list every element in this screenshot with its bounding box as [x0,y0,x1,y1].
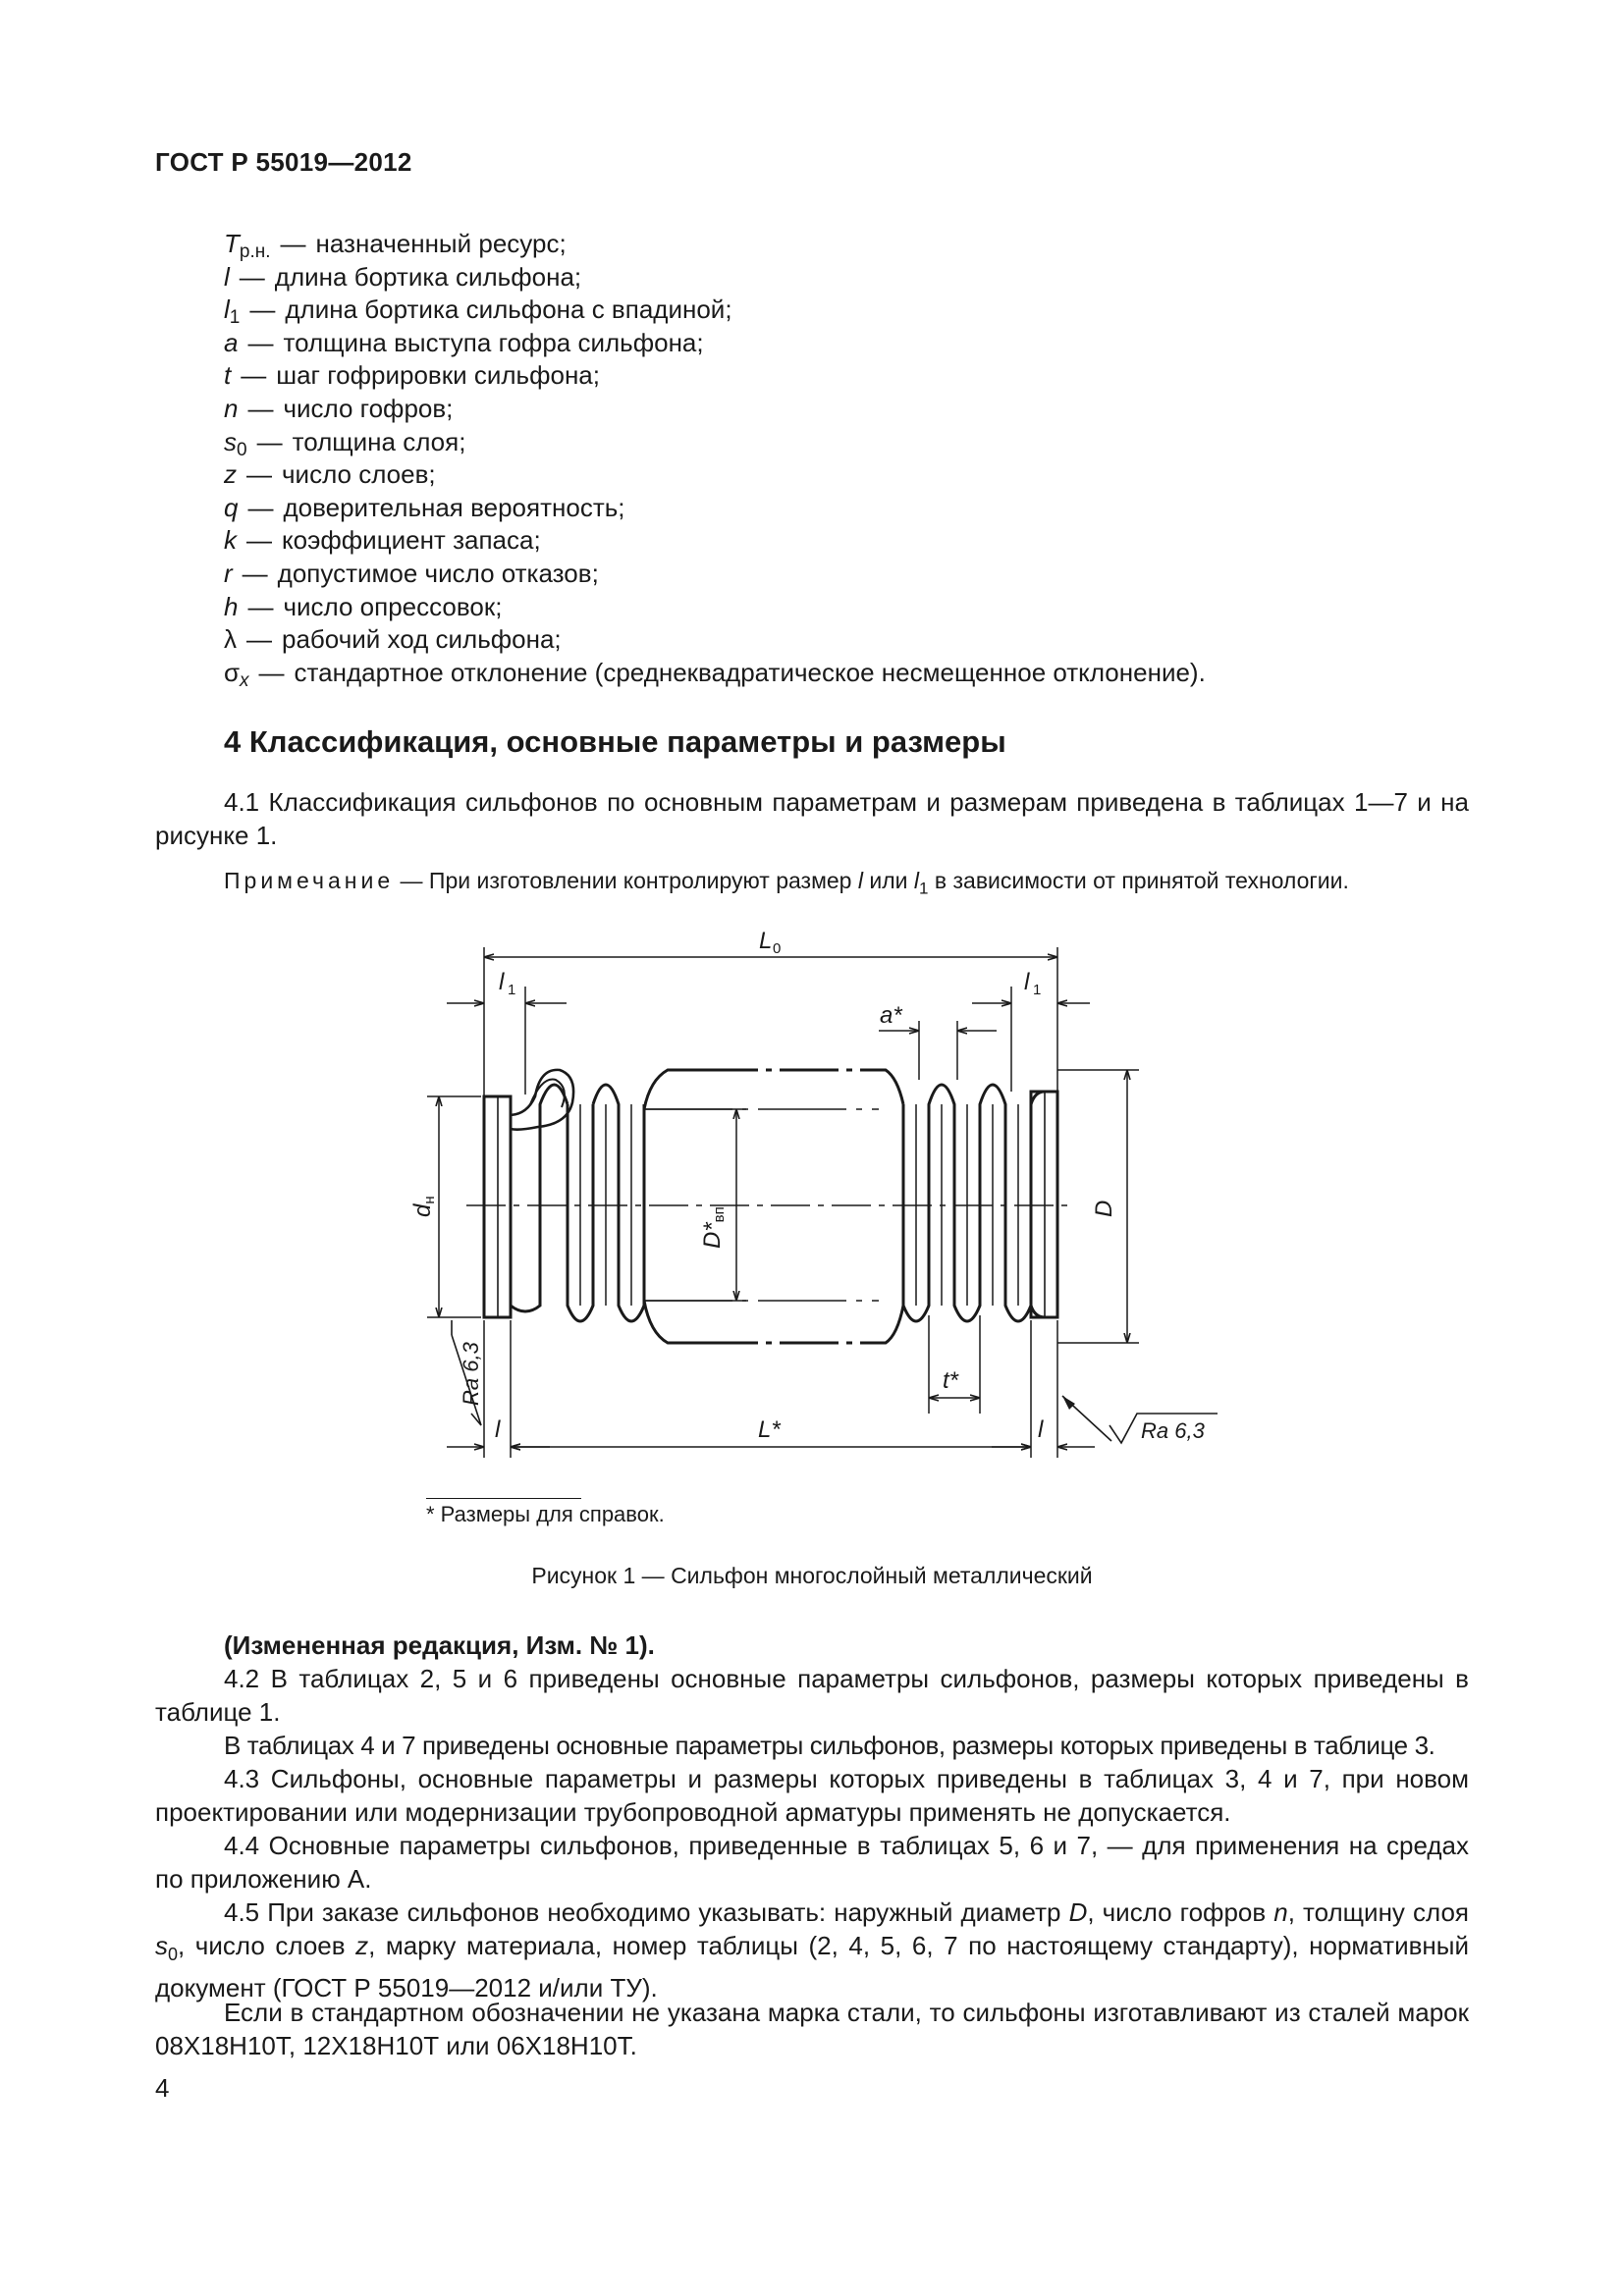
label-l1-left: l [499,969,505,995]
legend-symbol: t [224,360,232,391]
dim-l1-left [447,987,567,1095]
legend-item: λ — рабочий ход сильфона; [224,623,1206,657]
right-flange [1031,1092,1057,1317]
dim-a [879,1021,997,1080]
paragraph-4-5: 4.5 При заказе сильфонов необходимо указывать: наружный диаметр D, число гофров n, толщину слоя $s_0$, число слоев z, марку материала, номер таблицы (2, 4, 5, 6, 7 по настоящему стандарту), нормативный документ (ГОСТ Р 55019—2012 и/или ТУ). [155,1897,1469,2003]
legend-symbol: $s_0$ [224,426,247,460]
label-l1-right: l [1024,969,1030,995]
legend-item: $T_{р.н.}$ — назначенный ресурс; [224,228,1206,261]
bellows-drawing [393,918,1237,1477]
legend-symbol: $\sigma_x$ [224,657,249,691]
label-Dvp: D*вп [699,1206,728,1249]
legend-item: q — доверительная вероятность; [224,492,1206,525]
amendment-note: (Измененная редакция, Изм. № 1). [224,1630,655,1660]
dim-t [929,1315,980,1414]
legend-symbol: r [224,558,233,588]
paragraph-4-3: 4.3 Сильфоны, основные параметры и размеры которых приведены в таблицах 3, 4 и 7, при новом проектировании или модернизации трубопроводной арматуры применять не допускается. [155,1764,1469,1827]
corrugations-left [511,1070,699,1343]
legend-item: t — шаг гофрировки сильфона; [224,359,1206,393]
dim-l1-right [972,987,1090,1092]
legend-symbol: z [224,459,237,490]
legend-item: l — длина бортика сильфона; [224,261,1206,294]
legend-item: n — число гофров; [224,393,1206,426]
label-D: D [1091,1200,1117,1217]
legend-symbol: n [224,393,239,423]
legend-symbol: h [224,591,239,621]
legend-symbol: k [224,525,237,556]
svg-text:1: 1 [508,982,516,998]
legend-symbol: l [224,261,230,292]
label-ra-right: Ra 6,3 [1141,1418,1205,1443]
label-L0: L [759,928,773,954]
label-l-left: l [495,1416,501,1443]
section-heading: 4 Классификация, основные параметры и размеры [224,724,1006,759]
legend-item: h — число опрессовок; [224,591,1206,624]
symbol-legend [224,228,1206,689]
svg-text:0: 0 [773,940,782,957]
footnote: * Размеры для справок. [426,1502,665,1526]
footnote-rule [426,1498,581,1499]
label-L: L* [758,1416,781,1443]
legend-item: z — число слоев; [224,458,1206,492]
legend-symbol: $T_{р.н.}$ [224,229,271,262]
paragraph-4-5-b: Если в стандартном обозначении не указана марка стали, то сильфоны изготавливают из сталей марок 08Х18Н10Т, 12Х18Н10Т или 06Х18Н10Т. [155,1998,1469,2060]
legend-item: $l_1$ — длина бортика сильфона с впадиной; [224,294,1206,327]
label-dn: dн [409,1196,438,1217]
paragraph-4-2-b: В таблицах 4 и 7 приведены основные параметры сильфонов, размеры которых приведены в таблице 3. [224,1731,1435,1760]
paragraph-4-4: 4.4 Основные параметры сильфонов, приведенные в таблицах 5, 6 и 7, — для применения на средах по приложению А. [155,1831,1469,1894]
page-number: 4 [155,2073,170,2103]
note: Примечание — При изготовлении контролируют размер l или $l_1$ в зависимости от принятой технологии. [224,868,1349,898]
label-t: t* [943,1367,959,1394]
label-a: a* [880,1002,902,1029]
legend-symbol: λ [224,624,237,655]
legend-symbol: a [224,327,239,357]
legend-item: $\sigma_x$ — стандартное отклонение (среднеквадратическое несмещенное отклонение). [224,657,1206,690]
paragraph-4-2: 4.2 В таблицах 2, 5 и 6 приведены основные параметры сильфонов, размеры которых приведены в таблице 1. [155,1664,1469,1727]
left-flange [484,1096,511,1317]
corrugations-right [879,1070,1045,1343]
figure-caption: Рисунок 1 — Сильфон многослойный металлический [531,1563,1093,1588]
legend-symbol: $l_1$ [224,294,241,329]
label-ra-left: Ra 6,3 [459,1342,483,1406]
legend-item: r — допустимое число отказов; [224,558,1206,591]
legend-item: k — коэффициент запаса; [224,524,1206,558]
document-header: ГОСТ Р 55019—2012 [155,147,412,177]
paragraph-4-1: 4.1 Классификация сильфонов по основным параметрам и размерам приведена в таблицах 1—7 и на рисунке 1. [155,787,1469,850]
label-l-right: l [1038,1416,1044,1443]
legend-symbol: q [224,492,239,522]
dim-L0 [484,947,1057,1096]
legend-item: a — толщина выступа гофра сильфона; [224,327,1206,360]
svg-text:1: 1 [1033,982,1042,998]
legend-item: $s_0$ — толщина слоя; [224,426,1206,459]
